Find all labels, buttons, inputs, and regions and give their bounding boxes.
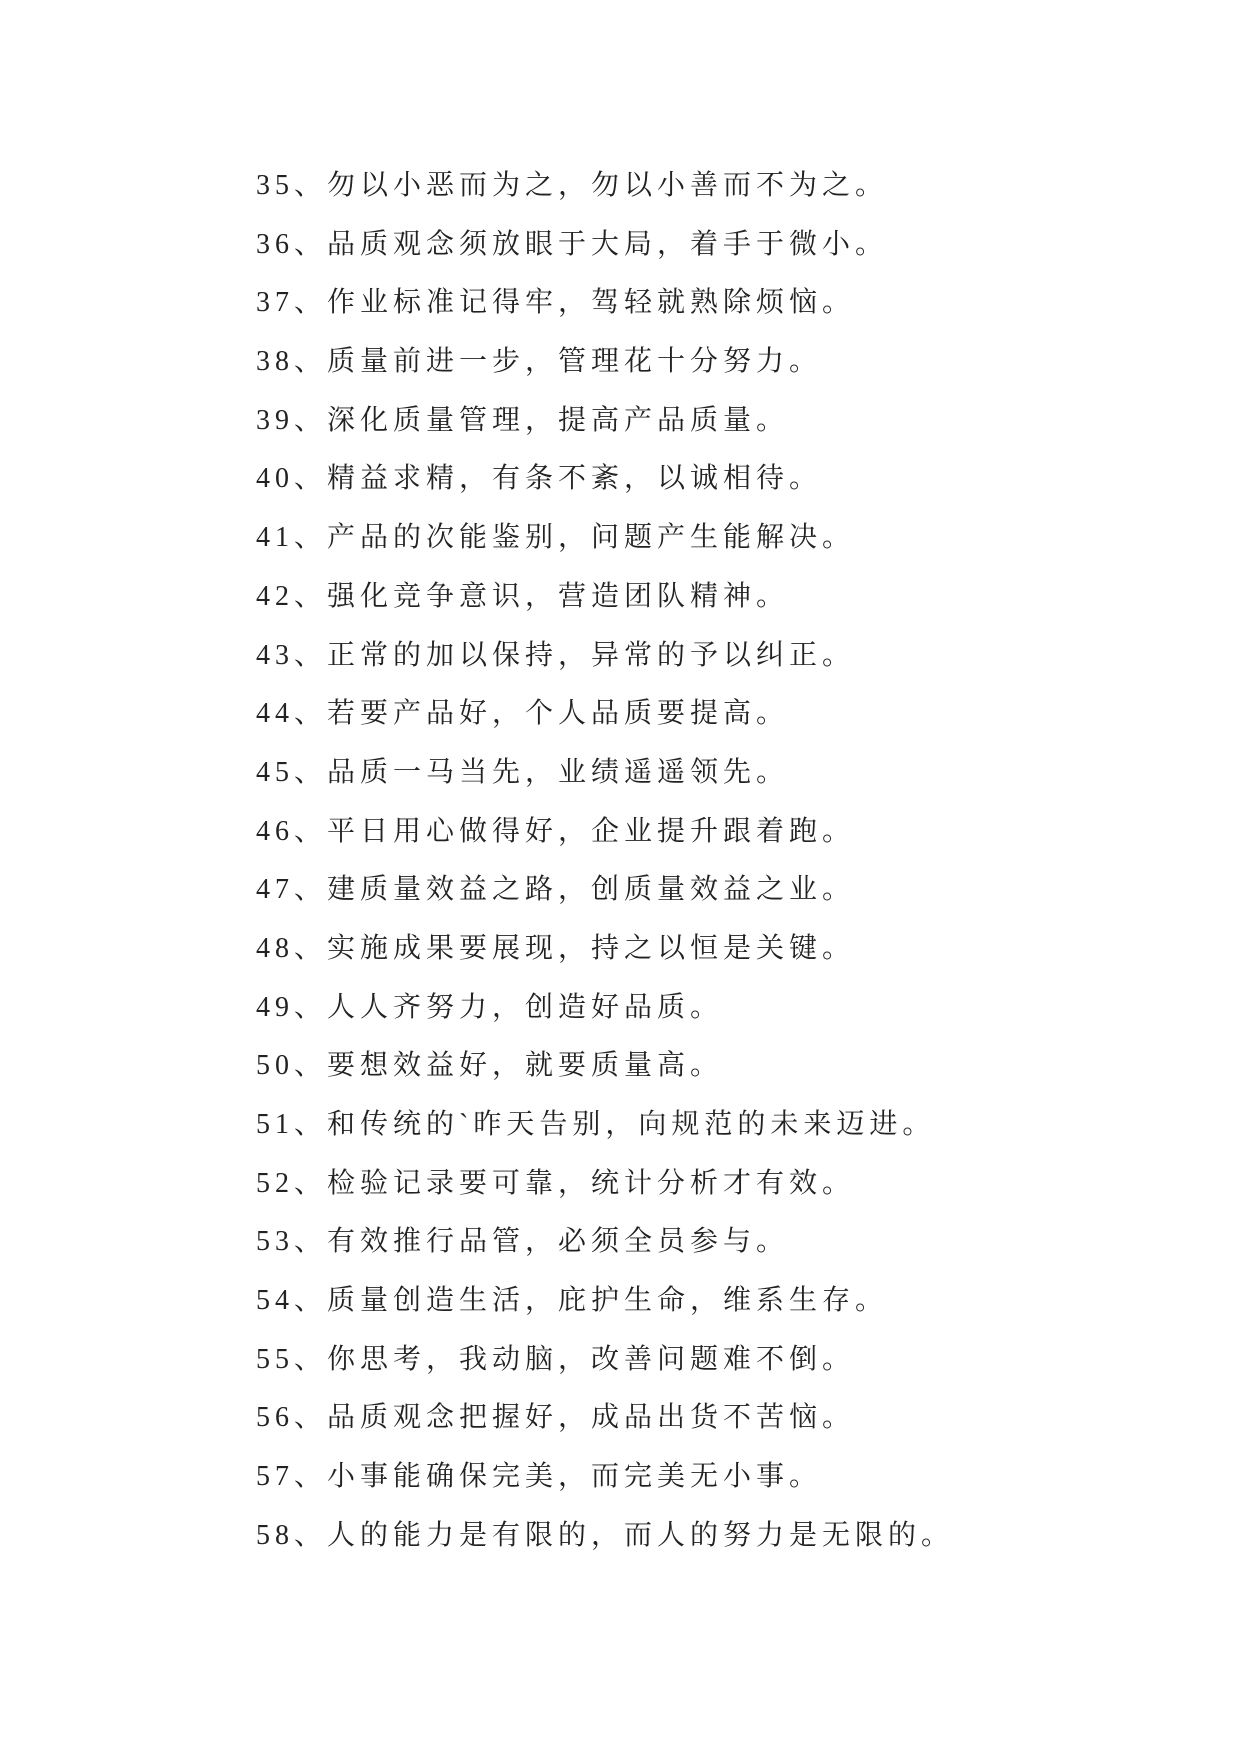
slogan-line-56: 56、品质观念把握好，成品出货不苦恼。 xyxy=(256,1402,856,1434)
slogan-list xyxy=(256,157,1156,1566)
slogan-line-58: 58、人的能力是有限的，而人的努力是无限的。 xyxy=(256,1519,955,1551)
slogan-line-50: 50、要想效益好，就要质量高。 xyxy=(256,1050,724,1082)
slogan-line-54: 54、质量创造生活，庇护生命，维系生存。 xyxy=(256,1285,889,1317)
slogan-line-36: 36、品质观念须放眼于大局，着手于微小。 xyxy=(256,228,889,260)
slogan-line-44: 44、若要产品好，个人品质要提高。 xyxy=(256,698,790,730)
slogan-line-52: 52、检验记录要可靠，统计分析才有效。 xyxy=(256,1167,856,1199)
slogan-line-45: 45、品质一马当先，业绩遥遥领先。 xyxy=(256,756,790,788)
slogan-line-39: 39、深化质量管理，提高产品质量。 xyxy=(256,404,790,436)
slogan-line-53: 53、有效推行品管，必须全员参与。 xyxy=(256,1226,790,1258)
slogan-line-47: 47、建质量效益之路，创质量效益之业。 xyxy=(256,874,856,906)
slogan-line-43: 43、正常的加以保持，异常的予以纠正。 xyxy=(256,639,856,671)
slogan-line-46: 46、平日用心做得好，企业提升跟着跑。 xyxy=(256,815,856,847)
slogan-line-40: 40、精益求精，有条不紊，以诚相待。 xyxy=(256,463,823,495)
slogan-line-57: 57、小事能确保完美，而完美无小事。 xyxy=(256,1461,823,1493)
slogan-line-35: 35、勿以小恶而为之，勿以小善而不为之。 xyxy=(256,170,889,201)
slogan-line-49: 49、人人齐努力，创造好品质。 xyxy=(256,991,724,1023)
slogan-line-48: 48、实施成果要展现，持之以恒是关键。 xyxy=(256,932,856,964)
slogan-line-37: 37、作业标准记得牢，驾轻就熟除烦恼。 xyxy=(256,287,856,319)
slogan-line-38: 38、质量前进一步，管理花十分努力。 xyxy=(256,346,823,378)
slogan-line-41: 41、产品的次能鉴别，问题产生能解决。 xyxy=(256,522,856,554)
slogan-line-42: 42、强化竞争意识，营造团队精神。 xyxy=(256,580,790,612)
slogan-line-51: 51、和传统的`昨天告别，向规范的未来迈进。 xyxy=(256,1109,936,1140)
slogan-line-55: 55、你思考，我动脑，改善问题难不倒。 xyxy=(256,1343,856,1375)
